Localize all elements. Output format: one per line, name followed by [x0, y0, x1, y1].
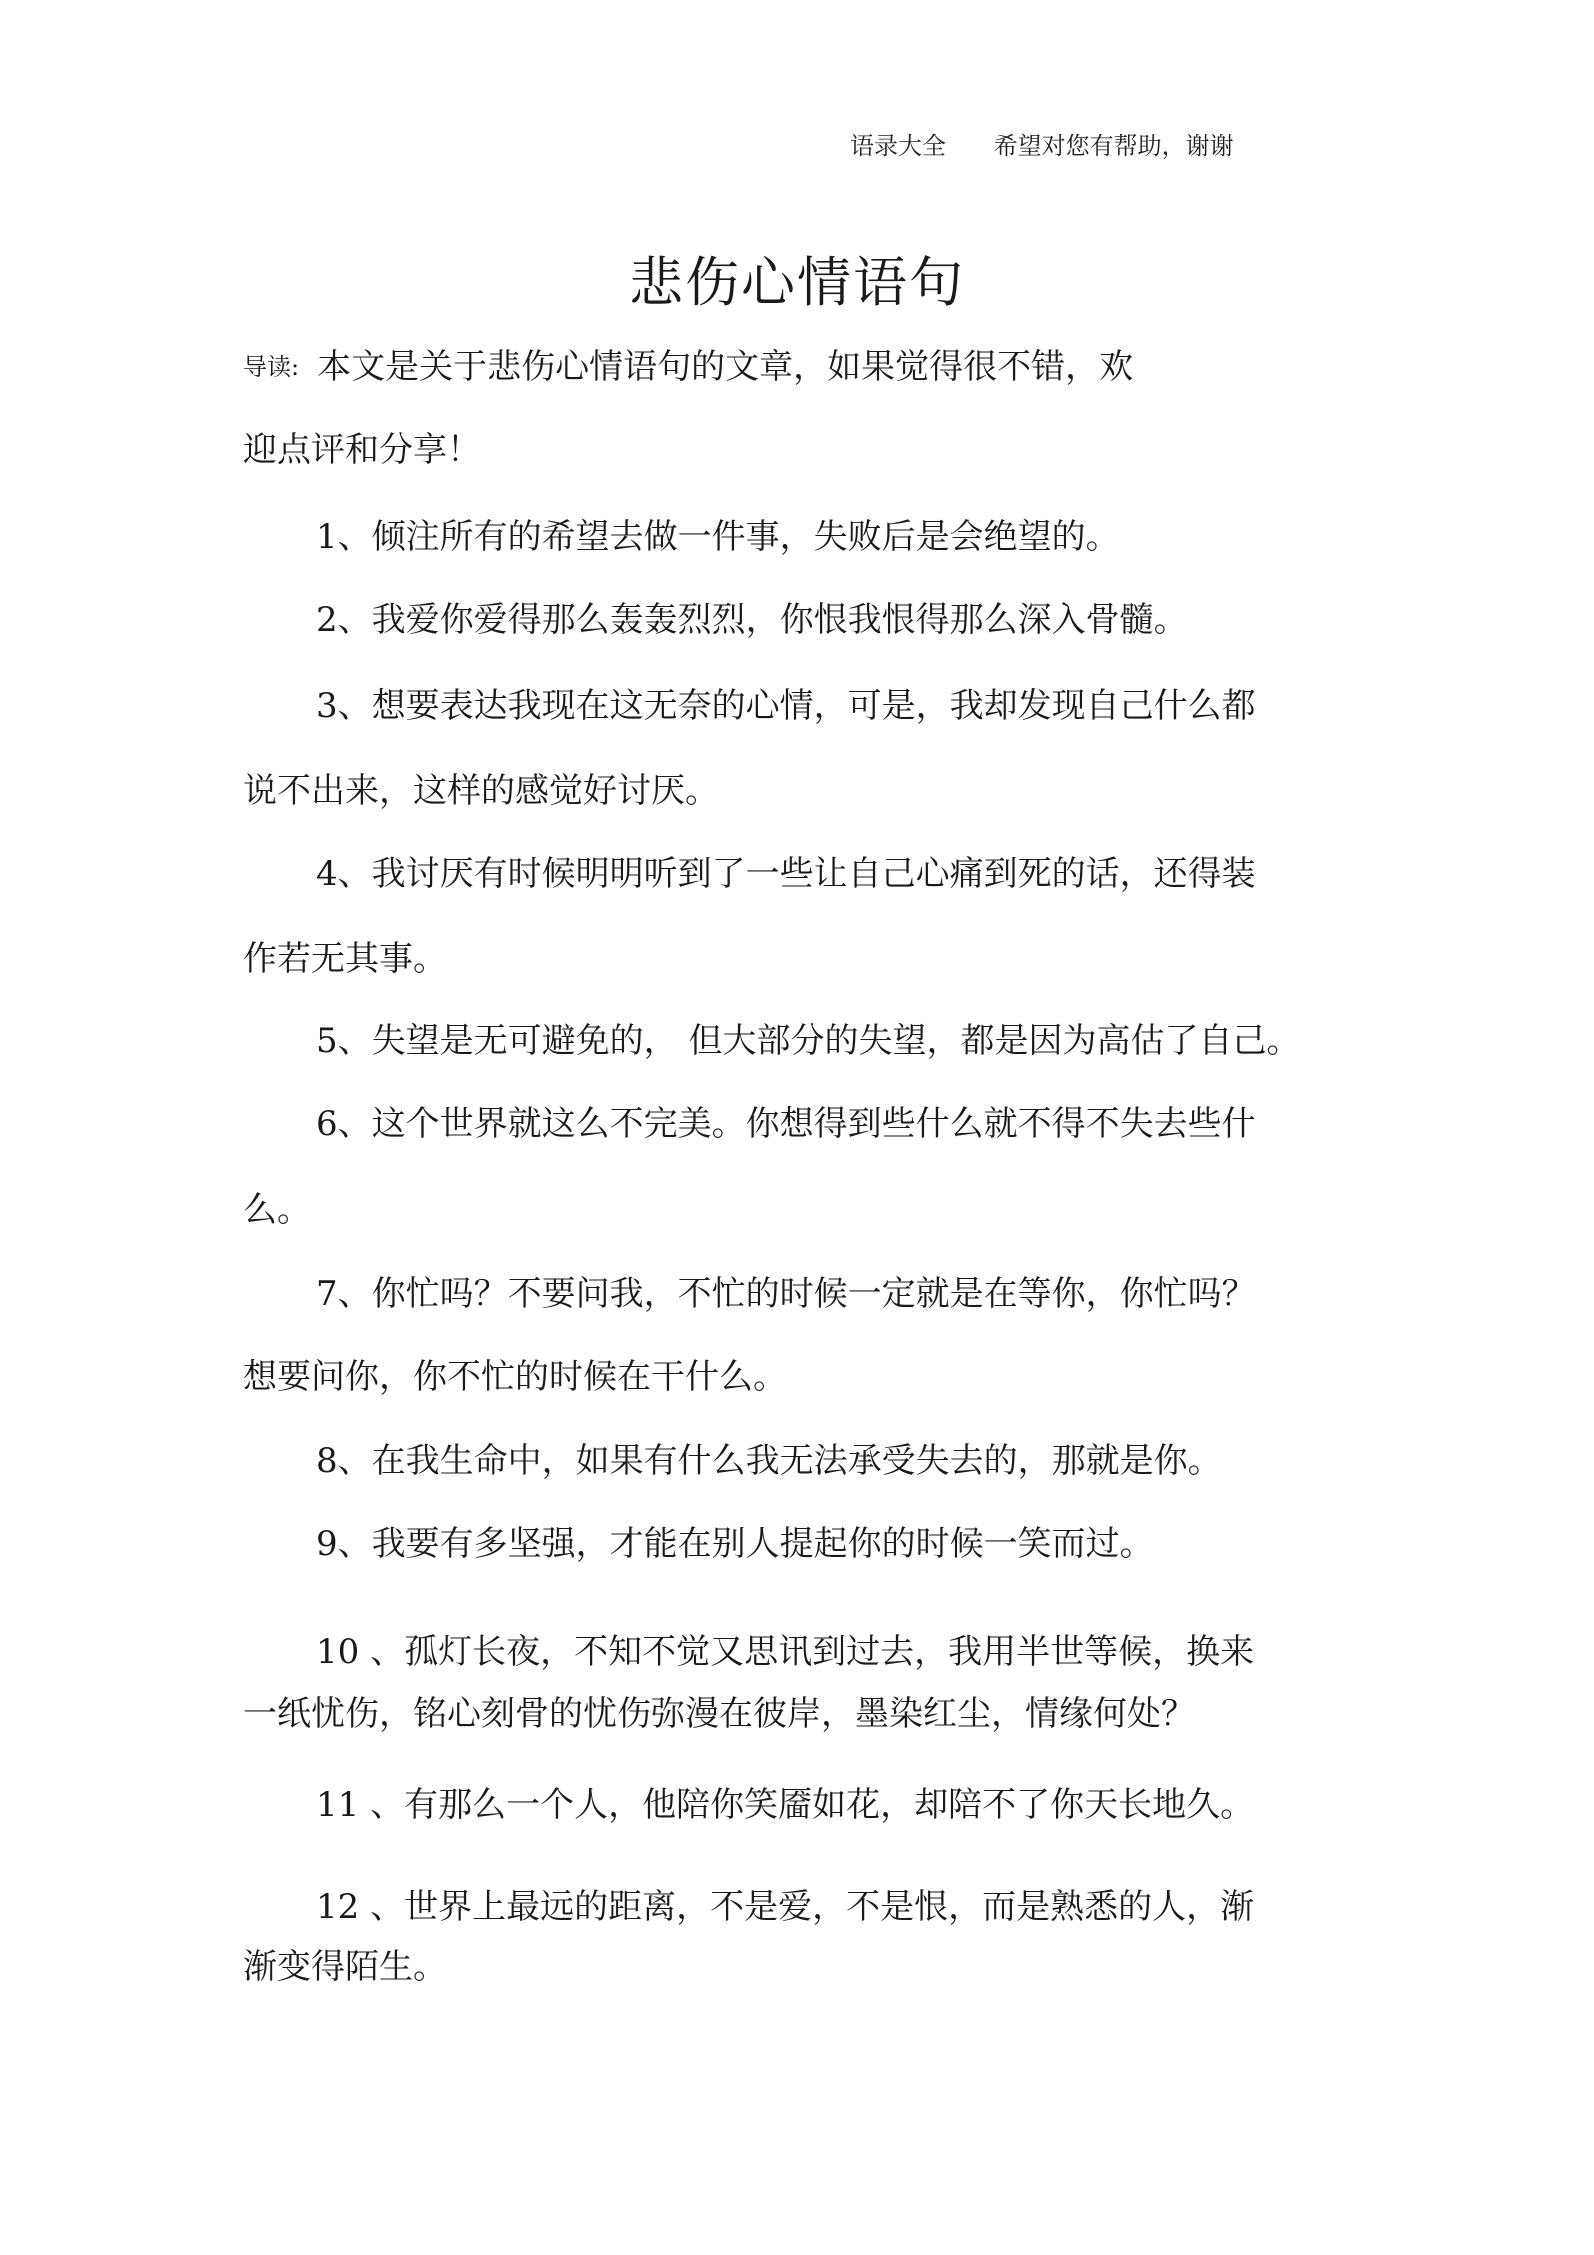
quote-2: 2、我爱你爱得那么轰轰烈烈，你恨我恨得那么深入骨髓。	[316, 600, 1188, 640]
quote-6-cont: 么。	[243, 1190, 311, 1230]
page-header	[850, 126, 1370, 161]
quote-12: 12 、世界上最远的距离，不是爱，不是恨，而是熟悉的人，渐	[316, 1887, 1255, 1927]
quote-10: 10 、孤灯长夜，不知不觉又思讯到过去，我用半世等候，换来	[316, 1632, 1255, 1672]
quote-3-cont: 说不出来，这样的感觉好讨厌。	[243, 771, 719, 811]
quote-9: 9、我要有多坚强，才能在别人提起你的时候一笑而过。	[316, 1524, 1154, 1564]
intro-label: 导读:	[243, 353, 300, 381]
quote-3: 3、想要表达我现在这无奈的心情，可是，我却发现自己什么都	[316, 686, 1256, 726]
quote-5: 5、失望是无可避免的， 但大部分的失望，都是因为高估了自己。	[316, 1021, 1301, 1061]
intro-line-1	[243, 345, 1133, 389]
quote-6: 6、这个世界就这么不完美。你想得到些什么就不得不失去些什	[316, 1104, 1256, 1144]
quote-10-cont: 一纸忧伤，铭心刻骨的忧伤弥漫在彼岸，墨染红尘，情缘何处？	[243, 1694, 1195, 1734]
header-right-text: 希望对您有帮助，谢谢	[993, 132, 1234, 160]
quote-4: 4、我讨厌有时候明明听到了一些让自己心痛到死的话，还得装	[316, 854, 1256, 894]
header-left-text: 语录大全	[850, 132, 946, 160]
intro-text-1: 本文是关于悲伤心情语句的文章，如果觉得很不错，欢	[317, 347, 1134, 387]
quote-7: 7、你忙吗？不要问我，不忙的时候一定就是在等你，你忙吗？	[316, 1274, 1256, 1314]
intro-line-2: 迎点评和分享！	[243, 430, 481, 470]
quote-12-cont: 渐变得陌生。	[243, 1947, 447, 1987]
quote-7-cont: 想要问你，你不忙的时候在干什么。	[243, 1357, 787, 1397]
quote-8: 8、在我生命中，如果有什么我无法承受失去的，那就是你。	[316, 1441, 1222, 1481]
quote-11: 11 、有那么一个人，他陪你笑靥如花，却陪不了你天长地久。	[316, 1785, 1255, 1825]
quote-1: 1、倾注所有的希望去做一件事，失败后是会绝望的。	[316, 517, 1120, 557]
page-title: 悲伤心情语句	[629, 251, 965, 314]
quote-4-cont: 作若无其事。	[243, 939, 447, 979]
